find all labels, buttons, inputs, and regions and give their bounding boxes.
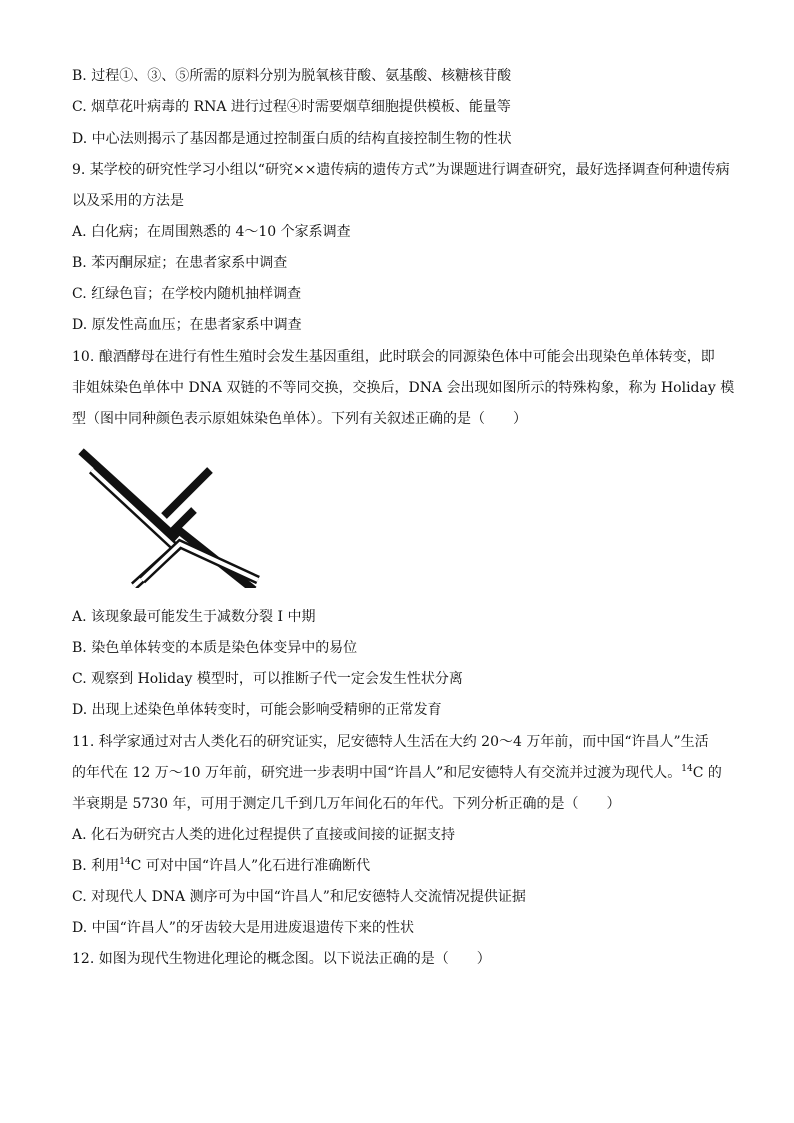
q10-option-d: D. 出现上述染色单体转变时，可能会影响受精卵的正常发育 <box>72 702 442 718</box>
q11-stem-line2-tail: C 的 <box>692 765 722 781</box>
q12-stem-line1: 12. 如图为现代生物进化理论的概念图。以下说法正确的是（ ） <box>72 951 491 967</box>
q8-option-c: C. 烟草花叶病毒的 RNA 进行过程④时需要烟草细胞提供模板、能量等 <box>72 99 511 115</box>
q8-option-d: D. 中心法则揭示了基因都是通过控制蛋白质的结构直接控制生物的性状 <box>72 131 512 147</box>
q9-option-c: C. 红绿色盲；在学校内随机抽样调查 <box>72 286 302 302</box>
q11-stem-line1: 11. 科学家通过对古人类化石的研究证实，尼安德特人生活在大约 20～4 万年前，而中国“许昌人”生活 <box>72 734 709 750</box>
q11-stem-line2-text: 的年代在 12 万～10 万年前，研究进一步表明中国“许昌人”和尼安德特人有交流并过渡为现代人。 <box>72 765 682 781</box>
q11-stem-line2 <box>72 763 722 783</box>
q10-option-b: B. 染色单体转变的本质是染色体变异中的易位 <box>72 640 358 656</box>
q11-stem-line3: 半衰期是 5730 年，可用于测定几千到几万年间化石的年代。下列分析正确的是（ ） <box>72 796 621 812</box>
q11-option-b-prefix: B. 利用 <box>72 858 120 874</box>
holiday-model-figure <box>76 440 262 588</box>
carbon14-superscript: 14 <box>119 857 131 867</box>
q11-option-d: D. 中国“许昌人”的牙齿较大是用进废退遗传下来的性状 <box>72 920 414 936</box>
q9-option-b: B. 苯丙酮尿症；在患者家系中调查 <box>72 255 288 271</box>
q10-stem-line2: 非姐妹染色单体中 DNA 双链的不等同交换，交换后，DNA 会出现如图所示的特殊构象，称为 Holiday 模 <box>72 380 735 396</box>
strand-black-upper-left <box>84 454 174 536</box>
q10-option-a: A. 该现象最可能发生于减数分裂 I 中期 <box>72 609 316 625</box>
q11-option-a: A. 化石为研究古人类的进化过程提供了直接或间接的证据支持 <box>72 827 456 843</box>
strand-black-upper-right <box>164 470 210 516</box>
q10-stem-line1: 10. 酿酒酵母在进行有性生殖时会发生基因重组，此时联会的同源染色体中可能会出现染色单体转变，即 <box>72 349 715 365</box>
carbon14-superscript: 14 <box>681 764 693 774</box>
q11-option-c: C. 对现代人 DNA 测序可为中国“许昌人”和尼安德特人交流情况提供证据 <box>72 889 526 905</box>
q9-stem-line2: 以及采用的方法是 <box>72 193 184 209</box>
q8-option-b: B. 过程①、③、⑤所需的原料分别为脱氧核苷酸、氨基酸、核糖核苷酸 <box>72 68 512 84</box>
q9-option-d: D. 原发性高血压；在患者家系中调查 <box>72 317 302 333</box>
q10-stem-line3: 型（图中同种颜色表示原姐妹染色单体）。下列有关叙述正确的是（ ） <box>72 411 527 427</box>
q9-stem-line1: 9. 某学校的研究性学习小组以“研究××遗传病的遗传方式”为课题进行调查研究，最好选择调查何种遗传病 <box>72 162 730 178</box>
q9-option-a: A. 白化病；在周围熟悉的 4～10 个家系调查 <box>72 224 351 240</box>
q11-option-b <box>72 856 370 876</box>
q11-option-b-text: C 可对中国“许昌人”化石进行准确断代 <box>130 858 371 874</box>
q10-option-c: C. 观察到 Holiday 模型时，可以推断子代一定会发生性状分离 <box>72 671 463 687</box>
